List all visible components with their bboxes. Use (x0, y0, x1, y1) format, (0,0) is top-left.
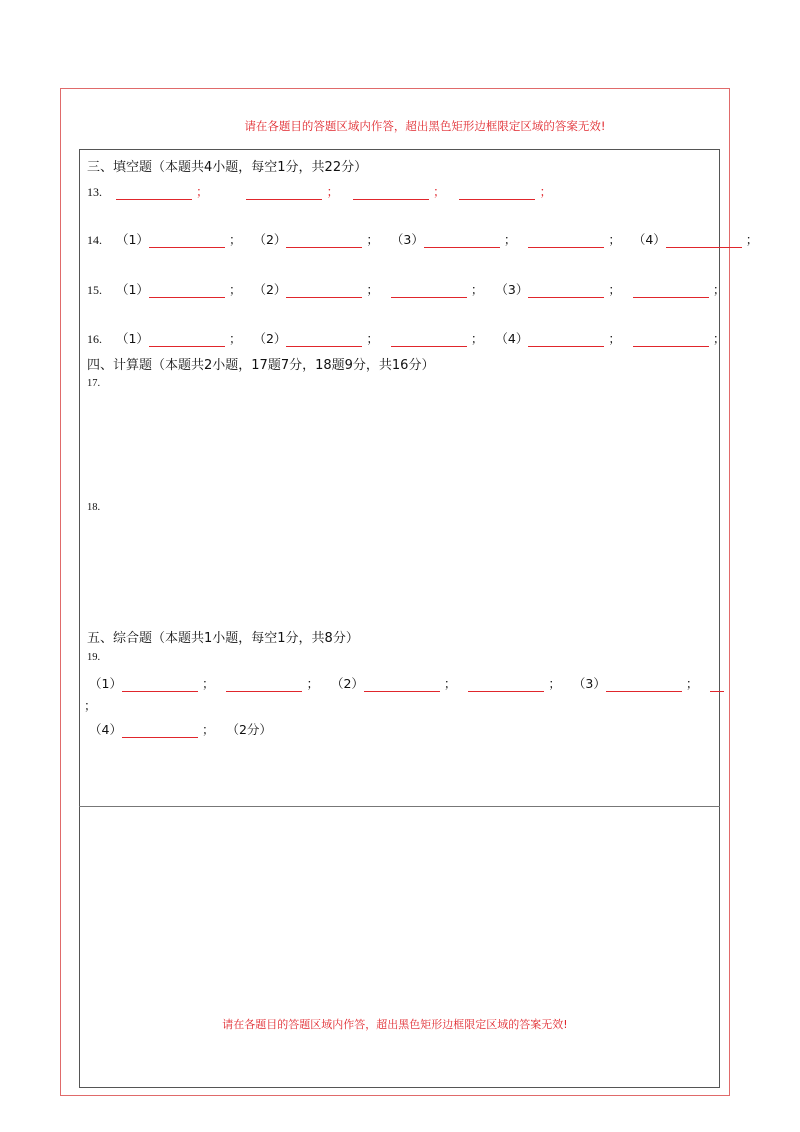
semicolon: ； (712, 282, 726, 297)
question-19-wrap (84, 696, 97, 714)
semicolon: ； (503, 232, 517, 247)
label-1: （1） (89, 676, 122, 691)
answer-blank[interactable] (666, 233, 742, 248)
section-5-heading: 五、综合题（本题共1小题，每空1分，共8分） (87, 631, 359, 646)
question-number: 16. (87, 332, 102, 346)
answer-blank[interactable] (528, 283, 604, 298)
question-19-row-2 (89, 720, 272, 738)
answer-blank[interactable] (286, 283, 362, 298)
semicolon: ； (195, 184, 209, 199)
answer-blank[interactable] (468, 677, 544, 692)
answer-blank[interactable] (710, 677, 724, 692)
semicolon: ； (712, 331, 726, 346)
semicolon: ； (228, 331, 242, 346)
semicolon: ； (326, 184, 339, 199)
question-17-number: 17. (87, 378, 101, 389)
semicolon: ； (201, 676, 215, 691)
semicolon: ； (470, 331, 484, 346)
question-number: 15. (87, 283, 102, 297)
semicolon: ； (201, 722, 215, 737)
semicolon: ； (608, 282, 621, 297)
section-3-heading: 三、填空题（本题共4小题，每空1分，共22分） (87, 160, 368, 175)
semicolon: ； (470, 282, 484, 297)
semicolon: ； (443, 676, 457, 691)
answer-blank[interactable] (116, 185, 192, 200)
question-18-number: 18. (87, 502, 101, 513)
answer-blank[interactable] (633, 283, 709, 298)
answer-blank[interactable] (459, 185, 535, 200)
semicolon: ； (685, 676, 699, 691)
label-2: （2） (330, 676, 364, 691)
warning-text-top: 请在各题目的答题区域内作答，超出黑色矩形边框限定区域的答案无效! (244, 119, 606, 133)
label-4: （4） (89, 722, 122, 737)
label-3: （3） (572, 676, 606, 691)
semicolon: ； (366, 232, 379, 247)
answer-blank[interactable] (353, 185, 429, 200)
label-4: （4） (495, 331, 529, 346)
answer-blank[interactable] (606, 677, 682, 692)
question-13 (87, 182, 560, 200)
semicolon: ； (366, 282, 379, 297)
label-4: （4） (632, 232, 666, 247)
semicolon: ； (539, 184, 552, 199)
label-2: （2） (253, 232, 287, 247)
semicolon: ； (84, 698, 97, 713)
answer-blank[interactable] (364, 677, 440, 692)
answer-blank[interactable] (633, 332, 709, 347)
question-16 (87, 329, 733, 347)
answer-blank[interactable] (149, 332, 225, 347)
answer-blank[interactable] (391, 283, 467, 298)
label-3: （3） (390, 232, 424, 247)
label-1: （1） (115, 232, 149, 247)
section-4-heading: 四、计算题（本题共2小题，17题7分，18题9分，共16分） (87, 358, 435, 373)
label-1: （1） (115, 282, 149, 297)
section-divider (79, 806, 720, 807)
answer-blank[interactable] (528, 233, 604, 248)
question-19-row-1 (89, 674, 724, 692)
question-number: 13. (87, 185, 102, 199)
semicolon: ； (608, 232, 621, 247)
answer-blank[interactable] (391, 332, 467, 347)
label-3: （3） (495, 282, 529, 297)
answer-blank[interactable] (122, 677, 198, 692)
answer-blank[interactable] (424, 233, 500, 248)
question-number: 14. (87, 233, 102, 247)
answer-blank[interactable] (286, 233, 362, 248)
label-1: （1） (115, 331, 149, 346)
semicolon: ； (608, 331, 621, 346)
semicolon: ； (306, 676, 319, 691)
answer-blank[interactable] (246, 185, 322, 200)
answer-blank[interactable] (149, 233, 225, 248)
points-note: （2分） (226, 722, 272, 737)
semicolon: ； (548, 676, 561, 691)
question-19-number: 19. (87, 652, 101, 663)
label-2: （2） (253, 331, 287, 346)
answer-blank[interactable] (286, 332, 362, 347)
semicolon: ； (366, 331, 379, 346)
semicolon: ； (228, 232, 242, 247)
answer-blank[interactable] (226, 677, 302, 692)
answer-blank[interactable] (149, 283, 225, 298)
label-2: （2） (253, 282, 287, 297)
semicolon: ； (432, 184, 446, 199)
question-14 (87, 230, 766, 248)
question-15 (87, 280, 733, 298)
semicolon: ； (745, 232, 759, 247)
semicolon: ； (228, 282, 242, 297)
answer-blank[interactable] (122, 723, 198, 738)
warning-text-bottom: 请在各题目的答题区域内作答，超出黑色矩形边框限定区域的答案无效! (222, 1018, 568, 1031)
answer-blank[interactable] (528, 332, 604, 347)
